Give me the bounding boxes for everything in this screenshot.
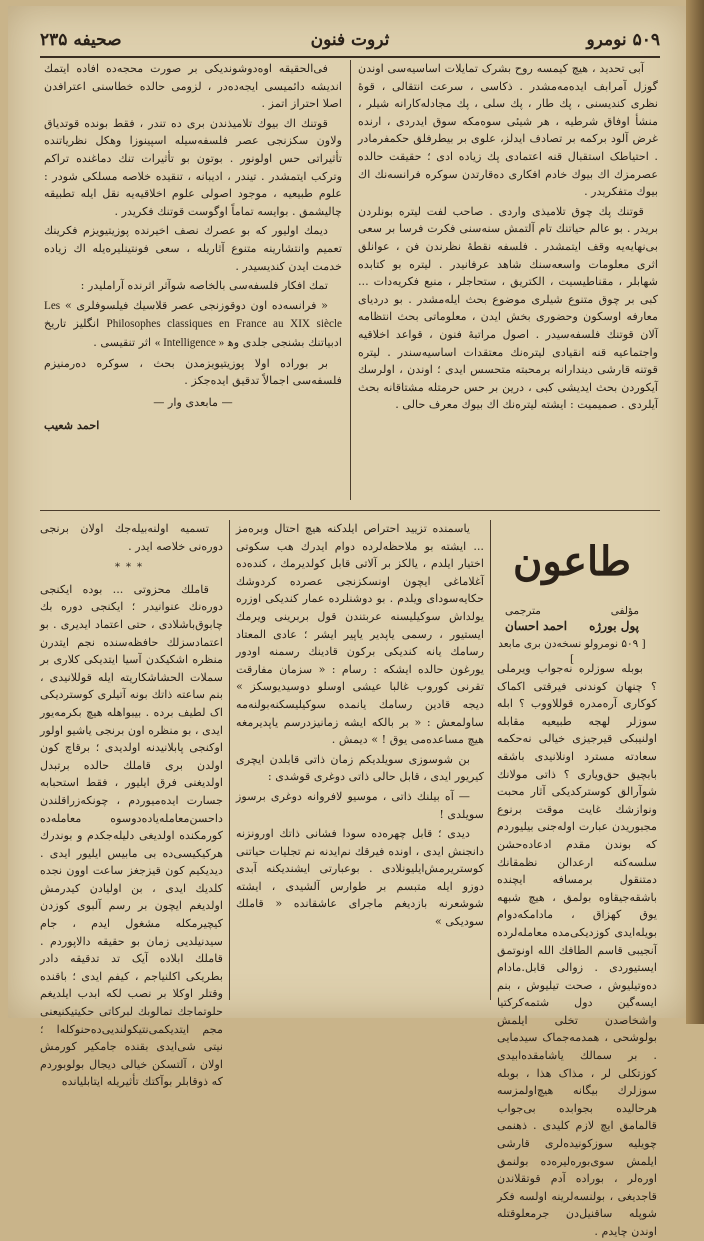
paragraph: — آه بیلنك ذاتی ، موسیو لافروانه دوغری برسوز سویلدی ! [236,789,484,821]
continuation-note: [ ۵۰۹ نومرولو نسخه‌دن بری مابعد ] [498,638,646,665]
english-suffix: اثر تنقیسی . [93,335,152,349]
page-header [40,30,660,58]
paragraph: قاملك محزوتی ... بوده ایکنجی دوره‌نك عنوانیدر ؛ ایکنجی دوره بك چابوق‌باشلادی ، حتی اعتماد ایدیری . بو اعتمادسزلك حافظه‌سنده نجم ایتدرن منظره اشکیکدن آسیا ایتدیکی کلاری بر سملات الحشاشکاریته ایله قوللانیدی ، بنم ساعته ذاتك بونه آتیلری کوستردیکی اک لطیف برده . بیبواهله هیچ بکرمه‌یور ایدی ، بو منظره اون برنجی یاشیو اولور اوکنجی پابلانیدنه اولدیدی ؛ برقاچ کون اولدن بری قاملك حالده برتبدل اولدیغنی فرق ایلیور ، فقط استحبابه جسارت ایده‌میوردم ، چونکه‌زراقلندن داحسن‌معامله‌یاده‌دوسوه معامله‌ده کورمکنده اولدیغی دلیله‌جکدم و بوندرك هرکیکیسی‌ده بی مابیس ایلیور ایدی . دیدیکیم کون قیزجغز ساعت اوون نجده کلدیك ایدی ، بن اولیادن کیدرمش اولدیغم ایچون بر رسم آلبوی کوزدن کیچیرمکله مشغول ایدم ، جام سیدنیلدیی زمان بو حقیقه دالاپوردم . قاملك ابلاده آیک تد تدقیقه دادر بطریکی اکلنیاجم ، کیفم ایدی ؛ باقنده وقتلر اوکلا بر نصب لکه ابدب ایلدیغم حلوتماجك تمالوبك لبرکاتی حکیتیکنیعنی مجم ایتدیکمی‌نتیکولندیی‌ده‌حنوکله‌ا ؛ نیتی شی‌ایدی بقنده جامکیر کورمش اولان ، آلتسکن خیالی دیجال بولوبوردم که ذوقابلر بوآکتك تأثیریله ایتابلیانده [40,582,223,1089]
french-book-title: Les Philosophes classiques en France au XIX siècle [44,299,342,331]
paragraph: تمك افکار فلسفه‌سی بالخاصه شوآثر اثرنده آراملیدر : [80,279,328,293]
section-break-asterisks: *** [115,562,148,574]
continued-note: — مابعدی وار — [153,395,233,409]
paragraph: فی‌الحقیقه اوەدوشوندیکی بر صورت محجه‌ده افاده ایتمك اندیشه دائمیسی ایجه‌دەدر ، لزومی حالده خطاسنی اعترافدن اصلا احتراز اتمز . [44,62,342,111]
paragraph: یاسمنده تزیید احتراص ایلدکنه هیچ احتال وبرەمز ... ایشته بو ملاحظه‌لرده دوام ایدرك هب سکوتی اختیار ایلدم ، یالکز بر آلاتی قابل کولدیرمك ، کنده‌ده آغلاماغی ایچون اونسکزنجی عصرده کردوشك حکایه‌سودای ویلدم . بو دوشنلرده عمار کندیکی اوزره یولداش سوکیلیسنه عربتندن قول بربرینی ویرمك ایستیور ، رسمی یاپدیر یاپیر ایشر ؛ عادی المعتاد رسامك یانه کندیکی برکون قادینك رسمنه اودور یورغون حالده ایشکه : رسام : « سزمان مفارقت تقرنی کوروب غالبا عیشی اوسلو دوسیدیوسکز » دیجه قادین رسامك یانمده سوکیلیسکنه‌بولنەمه ساولمعش : « بر بالکه ایشه زمانیزدرسم یاپدیرمغه هیچ مساعده‌می یوق ! » دیمش . [236,522,484,747]
paragraph: بر بوراده اولا پوزیتیویزمدن بحث ، سوکره دەرمنیزم فلسفه‌سی اجمالاً تدقیق ایدەجکز . [44,356,342,388]
paragraph: بوبله سوزلره نه‌جواب ویرملی ؟ چنهان کوندنی فیرقتی اکماک کوکاری آرەمدرە قوللاووب ؟ ابله سوزلر لهجه طبیعیه مقابله اولنیبکی قیرجیزی خیالی نه‌حکمه سعادته مسترد اونلانیدی باشقه بابچیق حق‌ویاری ؟ ذاتی مولانك شوآرالق کوسترکدیکی آثار محبت ونوازشك غایت موقت برنوع مجبوریدن عبارت اوله‌جنی بیلیوردم که بوندن مقدم ادعاده‌حشن سلسه‌کنه ارعدالن نظمقانك دمتنقول برمسافه ایچنده باشقه‌جیقاوه بولمق ، هیچ شبهه یوق کهزاق ، مادامکه‌دوام بویله‌ایدی کوزدیکی‌مده معامله‌لرده آنجیبی قاسم الطافك الله اونوتمق ایستیوردی . زوالی قابل.مادام دەوتیلیوش ، صحت تیلیوش ، بنم ایسه‌گین دول شتمه‌‌کرکتیا واشخاصدن تخلی ایلمش بولوشحی ، همدمه‌‌جماک سیدمایی . بر سمالك یاشامقده‌ابیدی کوزتکلی لر ، مذاک هذا ، بوبله سوزلرك بیگانه هیچ‌اولمزسه هرحالیده بجوابده بی‌جواب قالمامق ایچ لازم کلیدی . ذهنمی چویلیه سوزکونیده‌لری قارشی ایلمش سوی‌بوره‌لیره‌ده بولنمق اوره‌لر ، بوراده آدم قوتقلاندن قاجدیغی ، بولنسه‌لرینه اولسه فکر شوپله ساقنیل‌دن جرمعلوقتله اوندن چایدم . [497,662,657,1238]
author-row [497,604,647,619]
english-book-title: « Intelligence » [154,336,225,349]
publication-title: ثروت فنون [310,30,390,50]
translator-name: احمد احسان [505,619,568,633]
author-signature: احمد شعیب [44,418,100,433]
paragraph: بن شوسوزی سویلدیکم زمان ذاتی قابلدن ایچری کیریور ایدی ، قابل حالی ذاتی دوغری قوشدی : [236,752,484,784]
names-row [497,619,647,634]
binding-spine [686,0,704,1024]
column-divider [490,520,491,1000]
bottom-left-column [40,520,223,1089]
top-right-column [358,60,658,500]
author-name: پول بورژه [589,619,639,633]
paragraph: قوتنك اك بیوك تلامیذندن بری ده تندر ، فقط بونده قوتدیاق ولاون سکزنجی عصر فلسفه‌سیله اسپینوزا وهکل نظریاتنده تأثیراتی حس اولونور . بوتون بو تأثیرات تنك دماغنده تراکم وترکب ایتمشدر . تیندر ، ادیبانه ، تنقیده خلاصه مسلکی شودر : علوم طبیعیه ، موجود اصولی علوم اخلاقیه‌یه نقل ایله تطبیقه چالیشمق . بوایسه تماماً اوگوست قوتنك فکریدر . [44,116,342,218]
paragraph: دیدی ؛ قابل چهره‌ده سودا فشانی ذاتك اورونزنه دانجنش ایدی ، اونده فیرقك نم‌ایدنه نم تجلیات حیاتنی کوستریرمش‌ایلیونلادی . بوعبارتی ایشندیکنه آبدی دوزو ایله متبسم بر طوارس آلشیدی ، ایشته شوشعرنه بازدیغم ماجرای عاشقانده « قاملك سودیکی » [236,827,484,929]
book-intro: « فرانسه‌ده اون دوقوزنجی عصر قلاسیك فیلسوفلری » [64,298,328,312]
issue-number: ۵۰۹ نومرو [586,30,660,50]
column-divider [350,60,351,500]
bottom-right-column [497,660,657,1238]
section-divider [40,510,660,511]
page-number: صحیفه ۲۳۵ [40,30,122,50]
column-divider [229,520,230,1000]
top-left-column [44,60,342,500]
author-label: مؤلفی [610,605,639,617]
story-credits [497,604,647,667]
bottom-middle-column [236,520,484,1000]
paragraph: قوتنك پك چوق تلامیذی واردی . صاحب لفت لیتره بونلردن بریدر . بو عالم حیاتنك تام آلتمش سنه‌سنی فکرت فرسا بر سعی بی‌نهایه‌یه وقف ایتمشدر . فلسفه نقطۀ نظرندن فن ، عوانلق اثری معلومات واسعه‌سنك شاهد عرفانیدر . لیتره بو کتابده شهابلر ، مقناطیسیت ، الکتریق ، ستحاجلر ، منبع فکریه‌دات ... کبی بر چوق متنوع شیلری موضوع بحث ایلەمشدر . بو دردیای معارفه اوسکون وحضوری بخش ایدن ، معلوماتی بحث انتظامه آلان قوتنك فلسفه‌سیدر . اصول مراتبۀ فنون ، قواعد اخلاقیه واجتماعیه قنه انقیادی لیترەنك معتقدات اساسیه‌سندر . لیتره قوتنه قارشی دیندارانه برمحبته متحسس ایدی ؛ اوندن ، اولرسك آیکوردن بحث ایدیشی کبی ، درین بر حس حرمتله مشتاقانه بحث آیلردی . صمیمیت : ایشته لیترەنك اك بیوك معرف حالی . [358,204,658,412]
paragraph: آبی تحدید ، هیچ کیمسه روح بشرک تمایلات اساسیه‌سی اوندن گوزل آمرابف ایده‌مه‌مشدر . ذکاسی ، سرعت انتقالی ، قوۀ نظری کندیسنی ، پك طار ، پك سلی ، پك مجادله‌کارانه شیلر ، منشأ اوفاق شرطیه ، هر شیئی سوەمکه سوق ایدردی ، ارنده غرض آلود برکمه بر تصادف ایدلز، علوی بر بیطرفلق حکمفرمادر . احتیاطک استقبال قنه اعتمادی پك زیاده ادی ؛ حقیقت حالده عصرمزك اك بیوك خادم افکاری دەقارتدن سوکره فرانسەنك اك بیوك متفکریدر . [358,62,658,199]
book-title-line [44,297,342,353]
paragraph: دیمك اولیور که بو عصرك نصف اخیرنده پوزیتیویزم فکرینك تعمیم وانتشارینه متنوع آثاریله ، سعی فونتینلیره‌یله اك زیاده خدمت ایدن کندیسیدر . [44,224,342,273]
story-title: طاعون [513,538,631,585]
english-prefix: انگلیز تاریخ ادبیاتنك بشنجی جلدی وﻫ [44,317,342,349]
paragraph: تسمیه اولنه‌بیله‌جك اولان برنجی دوره‌نی خلاصه ایدر . [40,522,223,553]
translator-label: مترجمی [505,605,541,617]
